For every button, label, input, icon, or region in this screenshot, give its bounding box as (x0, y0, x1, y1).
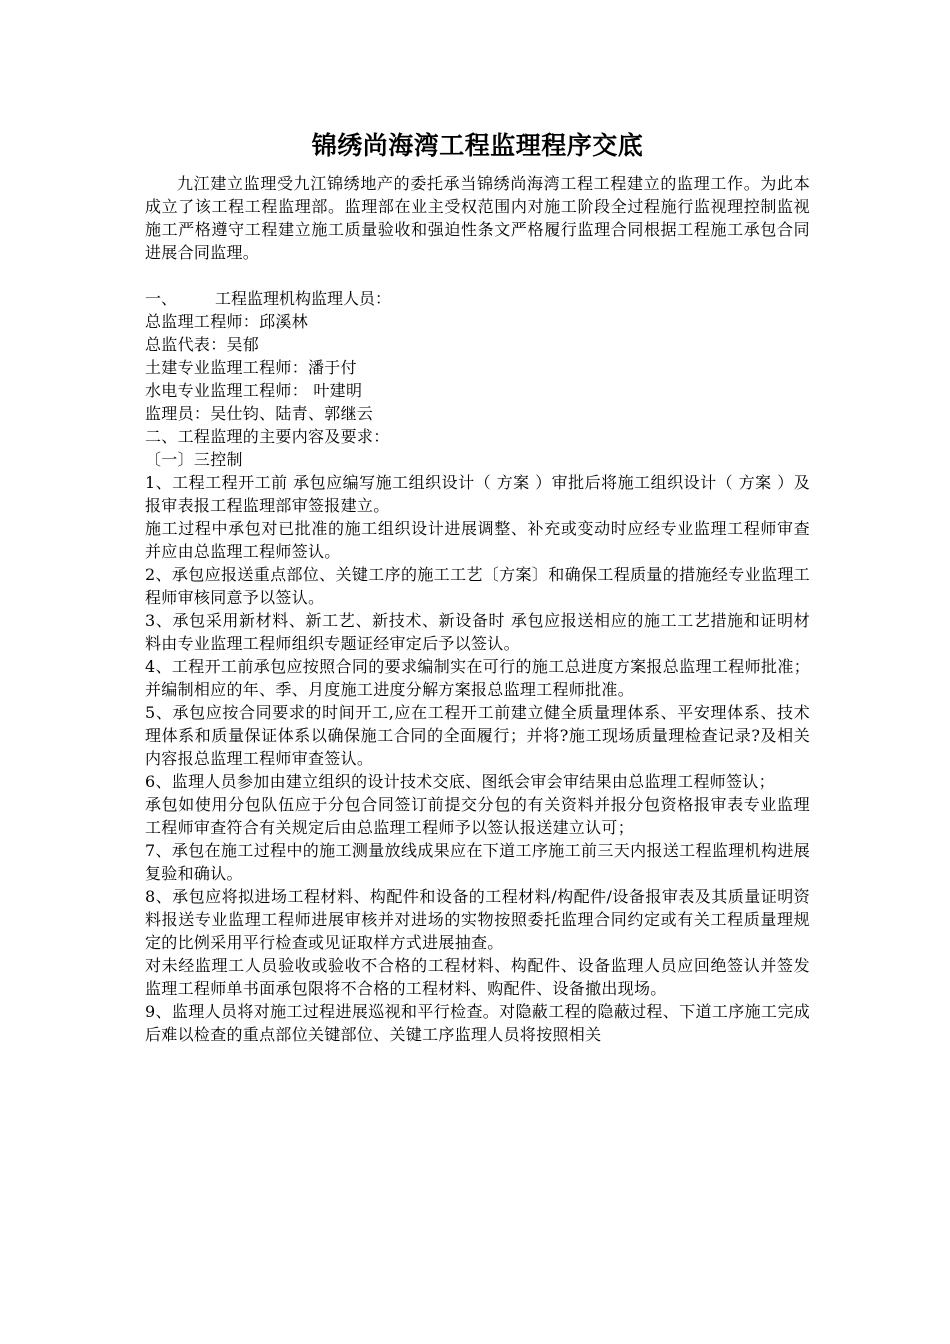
intro-paragraph: 九江建立监理受九江锦绣地产的委托承当锦绣尚海湾工程工程建立的监理工作。为此本成立了该工程工程监理部。监理部在业主受权范围内对施工阶段全过程施行监视理控制监视施工严格遵守工程建立施工质量验收和强迫性条文严格履行监理合同根据工程施工承包合同进展合同监理。 (145, 174, 810, 262)
staff-line: 水电专业监理工程师： 叶建明 (145, 381, 363, 400)
staff-line: 监理员：吴仕钧、陆青、郭继云 (145, 404, 374, 423)
item-paragraph: 6、监理人员参加由建立组织的设计技术交底、图纸会审会审结果由总监理工程师签认； (145, 772, 775, 791)
item-paragraph: 承包如使用分包队伍应于分包合同签订前提交分包的有关资料并报分包资格报审表专业监理工程师审查符合有关规定后由总监理工程师予以签认报送建立认可； (145, 795, 810, 837)
item-paragraph: 7、承包在施工过程中的施工测量放线成果应在下道工序施工前三天内报送工程监理机构进展复验和确认。 (145, 841, 810, 883)
item-paragraph: 4、工程开工前承包应按照合同的要求编制实在可行的施工总进度方案报总监理工程师批准；并编制相应的年、季、月度施工进度分解方案报总监理工程师批准。 (145, 657, 810, 699)
item-paragraph: 5、承包应按合同要求的时间开工,应在工程开工前建立健全质量理体系、平安理体系、技术理体系和质量保证体系以确保施工合同的全面履行；并将?施工现场质量理检查记录?及相关内容报总监理工程师审查签认。 (145, 703, 810, 768)
item-paragraph: 1、工程工程开工前 承包应编写施工组织设计（ 方案 ）审批后将施工组织设计（ 方案 ）及报审表报工程监理部审签报建立。 (145, 473, 810, 515)
document-title: 锦绣尚海湾工程监理程序交底 (311, 131, 644, 160)
item-paragraph: 对未经监理工人员验收或验收不合格的工程材料、构配件、设备监理人员应回绝签认并签发监理工程师单书面承包限将不合格的工程材料、购配件、设备撤出现场。 (145, 956, 810, 998)
item-paragraph: 2、承包应报送重点部位、关键工序的施工工艺〔方案〕和确保工程质量的措施经专业监理工程师审核同意予以签认。 (145, 565, 810, 607)
document-page (145, 130, 810, 1046)
item-paragraph: 8、承包应将拟进场工程材料、构配件和设备的工程材料/构配件/设备报审表及其质量证明资料报送专业监理工程师进展审核并对进场的实物按照委托监理合同约定或有关工程质量理规定的比例采用平行检查或见证取样方式进展抽查。 (145, 887, 810, 952)
blank-line (145, 264, 810, 287)
item-paragraph: 9、监理人员将对施工过程进展巡视和平行检查。对隐蔽工程的隐蔽过程、下道工序施工完成后难以检查的重点部位关键部位、关键工序监理人员将按照相关 (145, 1002, 810, 1044)
staff-line: 总监理工程师：邱溪林 (145, 312, 309, 331)
staff-line: 土建专业监理工程师：潘于付 (145, 358, 357, 377)
section-2-heading: 二、工程监理的主要内容及要求： (145, 427, 390, 446)
section-1-heading (145, 287, 810, 310)
section-1-title: 工程监理机构监理人员： (215, 289, 392, 308)
subsection-heading: 〔一〕三控制 (145, 450, 243, 469)
item-paragraph: 施工过程中承包对已批准的施工组织设计进展调整、补充或变动时应经专业监理工程师审查并应由总监理工程师签认。 (145, 519, 810, 561)
item-paragraph: 3、承包采用新材料、新工艺、新技术、新设备时 承包应报送相应的施工工艺措施和证明材料由专业监理工程师组织专题证经审定后予以签认。 (145, 611, 810, 653)
staff-line: 总监代表：吴郁 (145, 335, 260, 354)
section-1-number: 一、 (145, 289, 178, 308)
